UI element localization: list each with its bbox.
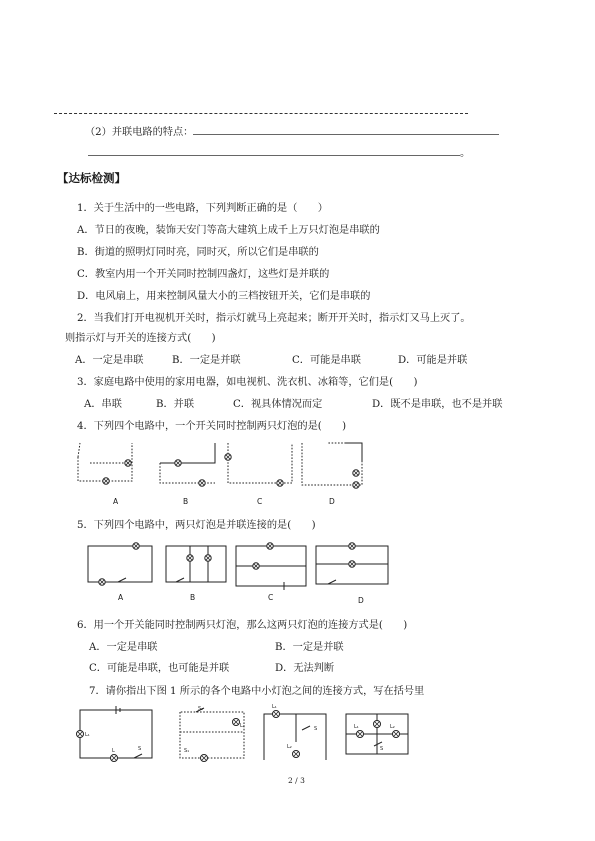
q7-fig-label-9: L₂ — [287, 744, 292, 750]
q3-option-b: B．并联 — [156, 399, 195, 410]
q6-stem: 6．用一个开关能同时控制两只灯泡，那么这两只灯泡的连接方式是( ) — [77, 620, 408, 631]
q5-circuit-d — [316, 543, 388, 584]
q4-circuit-d — [302, 443, 362, 488]
q6-option-a: A．一定是串联 — [89, 642, 158, 653]
section-title: 【达标检测】 — [57, 171, 126, 185]
q5-label-a: A — [118, 593, 124, 602]
q5-label-c: C — [268, 593, 274, 602]
q7-fig-label-6: S₁ — [184, 748, 190, 754]
q2-option-c: C．可能是串联 — [292, 355, 361, 366]
q3-stem: 3．家庭电路中使用的家用电器，如电视机、洗衣机、冰箱等，它们是( ) — [77, 377, 418, 388]
q2-stem: 2．当我们打开电视机开关时，指示灯就马上亮起来；断开开关时，指示灯又马上灭了。 — [77, 313, 471, 324]
part2-line — [85, 124, 499, 140]
q4-label-a: A — [113, 497, 119, 506]
q5-label-b: B — [190, 593, 196, 602]
answer-blank[interactable] — [193, 124, 499, 135]
q7-circuit-2 — [180, 706, 245, 762]
q7-circuit-1 — [77, 706, 153, 762]
q7-circuit-4 — [346, 714, 408, 754]
q7-fig-label-5: S₂ — [198, 706, 204, 712]
q7-fig-label-12: S — [380, 746, 384, 752]
q5-label-d: D — [358, 596, 364, 605]
q5-circuit-a — [88, 543, 152, 585]
q2-option-a: A．一定是串联 — [75, 355, 144, 366]
q5-circuit-b — [166, 546, 226, 582]
q7-fig-label-7: L₁ — [272, 704, 277, 710]
q1-option-b: B．街道的照明灯同时亮，同时灭，所以它们是串联的 — [77, 247, 319, 258]
q3-option-d: D．既不是串联，也不是并联 — [372, 399, 503, 410]
part2-end-mark: 。 — [460, 148, 471, 159]
q2-option-b: B．一定是并联 — [172, 355, 241, 366]
part2-prefix: （2）并联电路的特点： — [85, 127, 194, 138]
q5-stem: 5．下列四个电路中，两只灯泡是并联连接的是( ) — [77, 520, 316, 531]
q4-circuit-c — [225, 443, 292, 486]
q4-circuit-b — [160, 443, 215, 486]
q6-option-b: B．一定是并联 — [275, 642, 344, 653]
q7-circuits-figure — [74, 702, 414, 768]
top-divider — [54, 113, 468, 114]
q7-fig-label-8: S — [314, 726, 318, 732]
q3-option-a: A．串联 — [84, 399, 122, 410]
q7-fig-label-1: L₁ — [85, 732, 90, 738]
q1-option-a: A．节日的夜晚，装饰天安门等高大建筑上成千上万只灯泡是串联的 — [77, 225, 380, 236]
q4-label-d: D — [329, 497, 335, 506]
q2-stem2: 则指示灯与开关的连接方式( ) — [65, 333, 216, 344]
q7-fig-label-10: L₁ — [354, 724, 359, 730]
q6-option-c: C．可能是串联，也可能是并联 — [89, 663, 230, 674]
page-number: 2 / 3 — [288, 776, 305, 785]
q6-option-d: D．无法判断 — [275, 663, 335, 674]
q7-fig-label-2: L — [112, 748, 115, 754]
q1-option-d: D．电风扇上，用来控制风量大小的三档按钮开关，它们是串联的 — [77, 291, 371, 302]
q4-stem: 4．下列四个电路中，一个开关同时控制两只灯泡的是( ) — [77, 421, 347, 432]
q7-fig-label-3: S — [138, 746, 142, 752]
part2-line2 — [88, 145, 470, 161]
q7-stem: 7．请你指出下图 1 所示的各个电路中小灯泡之间的连接方式，写在括号里 — [89, 686, 425, 697]
answer-blank-2[interactable] — [88, 145, 460, 156]
q1-stem: 1．关于生活中的一些电路，下列判断正确的是（ ） — [77, 203, 328, 214]
q2-option-d: D．可能是并联 — [398, 355, 468, 366]
q7-fig-label-4: L₂ — [240, 723, 245, 729]
q7-fig-label-11: L₂ — [390, 724, 395, 730]
q4-label-c: C — [257, 497, 263, 506]
q5-circuit-c — [236, 543, 306, 590]
q7-circuit-3 — [264, 704, 326, 760]
q4-circuit-a — [78, 443, 132, 484]
q5-circuits-figure — [84, 538, 394, 598]
q1-option-c: C．教室内用一个开关同时控制四盏灯，这些灯是并联的 — [77, 269, 330, 280]
q4-label-b: B — [183, 497, 189, 506]
q3-option-c: C．视具体情况而定 — [233, 399, 323, 410]
